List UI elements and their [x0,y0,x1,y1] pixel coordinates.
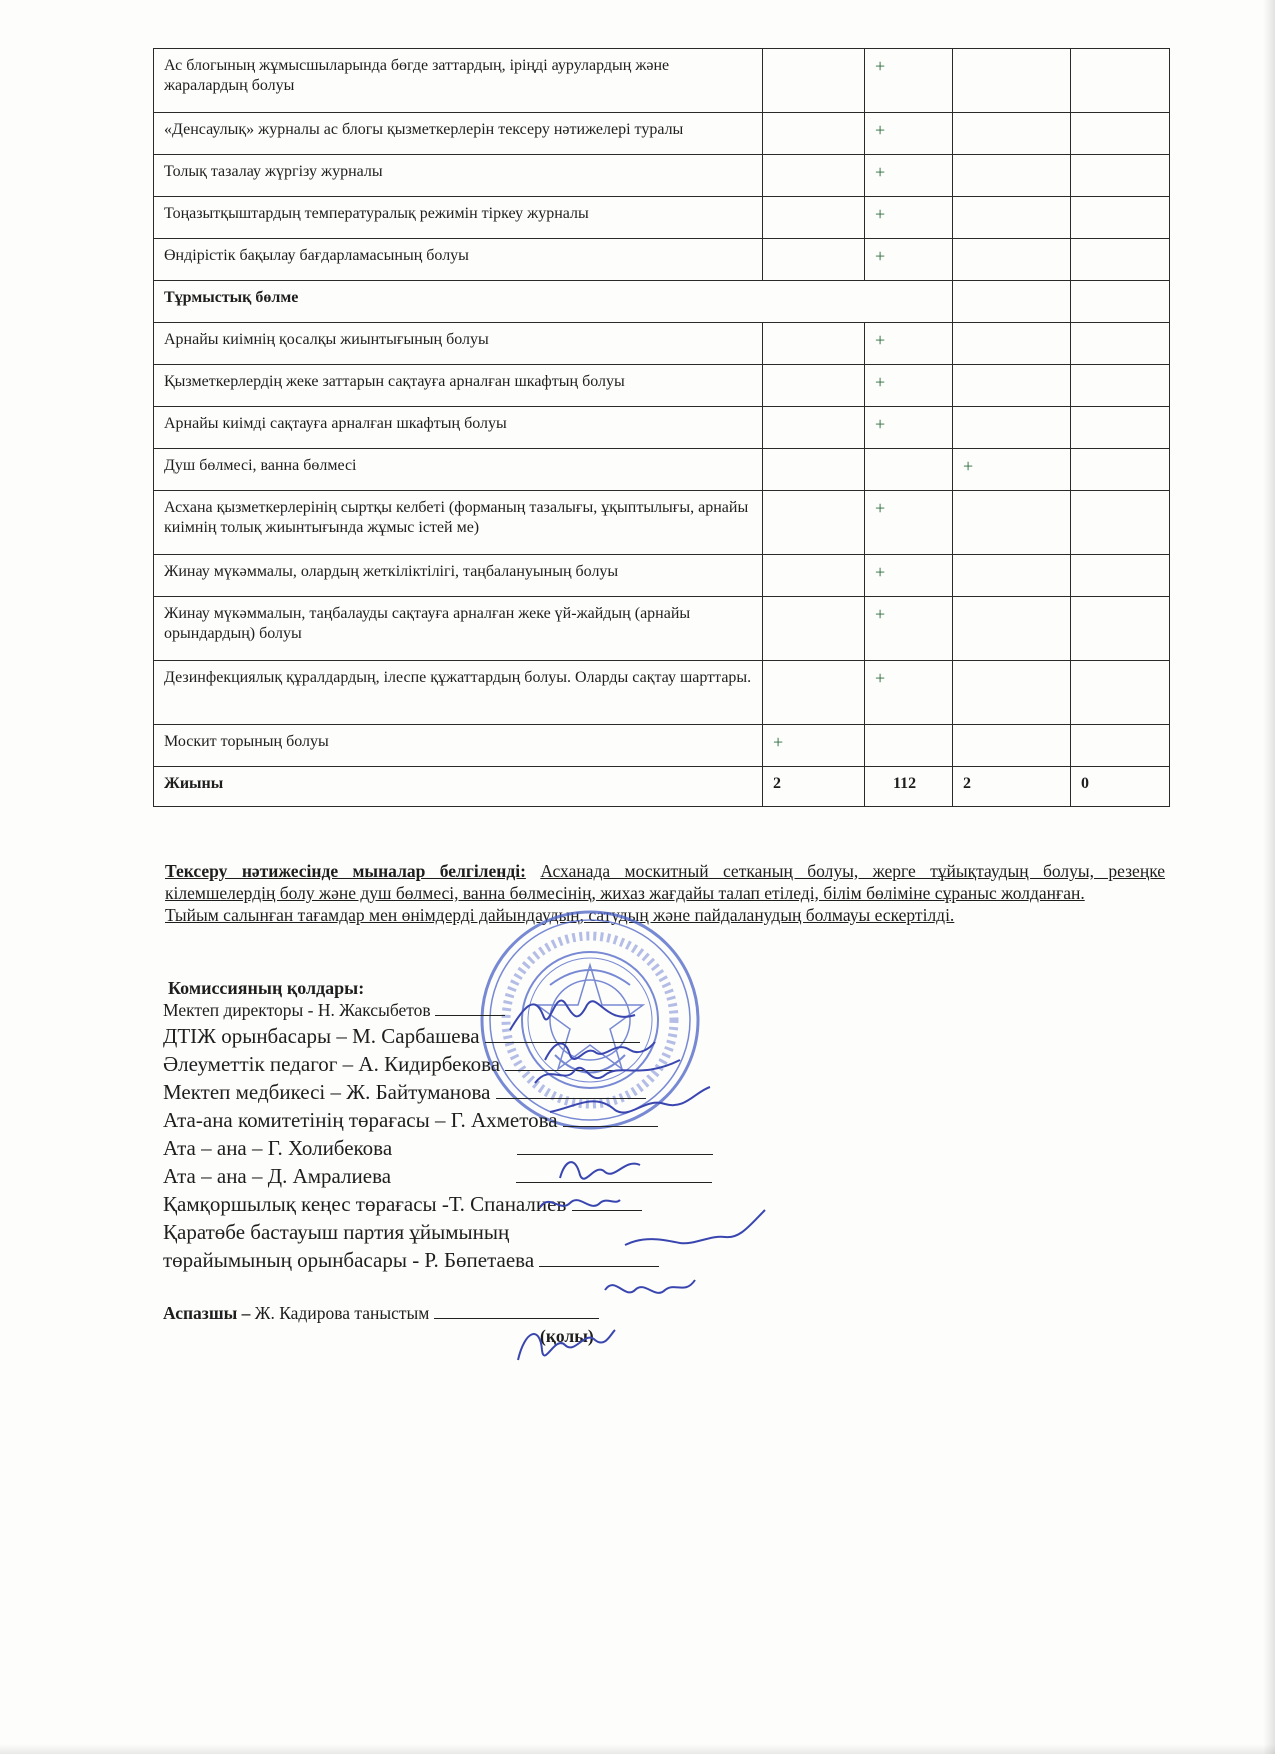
plus-mark: + [963,456,974,476]
mark-cell [1071,725,1170,767]
mark-cell [1071,365,1170,407]
mark-cell [763,491,865,555]
criterion-label: Өндірістік бақылау бағдарламасының болуы [154,239,763,281]
scan-edge-shadow [1263,0,1275,1754]
signer-name: Қамқоршылық кеңес төрағасы -Т. Спаналиев [163,1192,567,1216]
signer-name: Мектеп медбикесі – Ж. Байтуманова [163,1080,491,1104]
table-row [154,365,1170,407]
mark-cell [865,239,953,281]
plus-mark: + [875,162,886,182]
inspection-table [153,48,1170,807]
mark-cell [953,49,1071,113]
criterion-label: Дезинфекциялық құралдардың, ілеспе құжаттардың болуы. Оларды сақтау шарттары. [154,661,763,725]
signer-name: Әлеуметтік педагог – А. Кидирбекова [163,1052,501,1076]
total-label: Жиыны [154,767,763,807]
table-row [154,197,1170,239]
plus-mark: + [875,498,886,518]
table-row [154,597,1170,661]
handwritten-signature-icon [545,1082,715,1127]
mark-cell [763,449,865,491]
findings-lead: Тексеру нәтижесінде мыналар белгіленді: [165,861,526,881]
mark-cell [763,155,865,197]
criterion-label: Арнайы киімді сақтауға арналған шкафтың болуы [154,407,763,449]
total-value: 2 [953,767,1071,807]
mark-cell [865,407,953,449]
mark-cell [953,113,1071,155]
inspection-table-body [154,49,1170,807]
mark-cell [865,365,953,407]
mark-cell [953,239,1071,281]
mark-cell [763,407,865,449]
handwritten-signature-icon [510,1320,620,1375]
mark-cell [763,239,865,281]
mark-cell [865,597,953,661]
mark-cell [953,491,1071,555]
table-row [154,725,1170,767]
mark-cell [865,661,953,725]
table-row [154,113,1170,155]
cook-name: Ж. Кадирова таныстым [254,1303,430,1323]
table-row [154,661,1170,725]
signature-line [163,1220,509,1245]
mark-cell [763,597,865,661]
signature-field [434,1318,599,1319]
mark-cell [865,449,953,491]
plus-mark: + [875,414,886,434]
mark-cell [763,365,865,407]
plus-mark: + [875,56,886,76]
mark-cell [865,323,953,365]
table-section-row [154,281,1170,323]
mark-cell [1071,555,1170,597]
mark-cell [763,323,865,365]
signature-line [163,1000,505,1021]
section-title: Тұрмыстық бөлме [154,281,953,323]
mark-cell [763,555,865,597]
mark-cell [865,725,953,767]
mark-cell [865,197,953,239]
plus-mark: + [875,204,886,224]
signer-name: Ата-ана комитетінің төрағасы – Г. Ахметова [163,1108,558,1132]
table-total-row [154,767,1170,807]
mark-cell [763,49,865,113]
table-row [154,449,1170,491]
mark-cell [1071,155,1170,197]
signature-caption: (қолы) [540,1326,594,1346]
mark-cell [1071,323,1170,365]
criterion-label: Жинау мүкәммалын, таңбалауды сақтауға арналған жеке үй-жайдың (арнайы орындардың) болуы [154,597,763,661]
scan-bottom-shadow [0,1744,1275,1754]
total-value: 112 [865,767,953,807]
mark-cell [763,197,865,239]
signer-name: Қаратөбе бастауыш партия ұйымының [163,1220,510,1244]
mark-cell [953,725,1071,767]
criterion-label: Қызметкерлердің жеке заттарын сақтауға арналған шкафтың болуы [154,365,763,407]
total-value: 0 [1071,767,1170,807]
signature-line [163,1248,659,1273]
table-row [154,323,1170,365]
handwritten-signature-icon [535,1185,625,1220]
mark-cell [953,661,1071,725]
signer-name: ДТІЖ орынбасары – М. Сарбашева [163,1024,480,1048]
table-cell [953,281,1071,323]
mark-cell [1071,597,1170,661]
mark-cell [953,323,1071,365]
plus-mark: + [875,604,886,624]
signer-name: төрайымының орынбасары - Р. Бөпетаева [163,1248,535,1272]
mark-cell [1071,239,1170,281]
criterion-label: Душ бөлмесі, ванна бөлмесі [154,449,763,491]
mark-cell [953,197,1071,239]
plus-mark: + [773,732,784,752]
mark-cell [763,661,865,725]
mark-cell [953,365,1071,407]
table-row [154,407,1170,449]
cook-role: Аспазшы – [163,1303,251,1323]
mark-cell [1071,449,1170,491]
mark-cell [1071,49,1170,113]
mark-cell [865,49,953,113]
mark-cell [953,407,1071,449]
criterion-label: «Денсаулық» журналы ас блогы қызметкерлерін тексеру нәтижелері туралы [154,113,763,155]
handwritten-signature-icon [600,1270,700,1310]
mark-cell [763,725,865,767]
findings-text: Асханада москитный сетканың болуы, жерге тұйықтаудың болуы, резеңке кілемшелердің болу және душ бөлмесі, ванна бөлмесінің, жихаз жағдайы талап етіледі, білім бөліміне сұраныс жолданған. [165,861,1166,903]
mark-cell [953,449,1071,491]
mark-cell [865,113,953,155]
table-row [154,239,1170,281]
signature-field [539,1266,659,1267]
mark-cell [1071,113,1170,155]
criterion-label: Жинау мүкәммалы, олардың жеткіліктілігі, таңбалануының болуы [154,555,763,597]
mark-cell [1071,197,1170,239]
mark-cell [953,597,1071,661]
signatures-heading: Комиссияның қолдары: [168,978,365,998]
plus-mark: + [875,372,886,392]
table-cell [1071,281,1170,323]
plus-mark: + [875,120,886,140]
mark-cell [953,155,1071,197]
criterion-label: Толық тазалау жүргізу журналы [154,155,763,197]
total-value: 2 [763,767,865,807]
mark-cell [865,155,953,197]
criterion-label: Тоңазытқыштардың температуралық режимін тіркеу журналы [154,197,763,239]
mark-cell [865,491,953,555]
signer-name: Мектеп директоры - Н. Жаксыбетов [163,1000,431,1020]
plus-mark: + [875,668,886,688]
mark-cell [1071,661,1170,725]
table-row [154,555,1170,597]
signer-name: Ата – ана – Д. Амралиева [163,1164,392,1188]
mark-cell [865,555,953,597]
table-row [154,491,1170,555]
criterion-label: Москит торының болуы [154,725,763,767]
mark-cell [953,555,1071,597]
criterion-label: Ас блогының жұмысшыларында бөгде заттардың, іріңді аурулардың және жаралардың болуы [154,49,763,113]
findings-warning: Тыйым салынған тағамдар мен өнімдерді дайындаудың, сатудың және пайдаланудың болмауы ескертілді. [165,905,955,925]
plus-mark: + [875,562,886,582]
plus-mark: + [875,246,886,266]
mark-cell [1071,491,1170,555]
handwritten-signature-icon [620,1205,770,1260]
handwritten-signature-icon [555,1150,645,1190]
criterion-label: Асхана қызметкерлерінің сыртқы келбеті (форманың тазалығы, ұқыптылығы, арнайы киімнің толық жиынтығында жұмыс істей ме) [154,491,763,555]
signer-name: Ата – ана – Г. Холибекова [163,1136,393,1160]
table-row [154,155,1170,197]
table-row [154,49,1170,113]
signature-field [435,1015,505,1016]
mark-cell [1071,407,1170,449]
criterion-label: Арнайы киімнің қосалқы жиынтығының болуы [154,323,763,365]
plus-mark: + [875,330,886,350]
mark-cell [763,113,865,155]
